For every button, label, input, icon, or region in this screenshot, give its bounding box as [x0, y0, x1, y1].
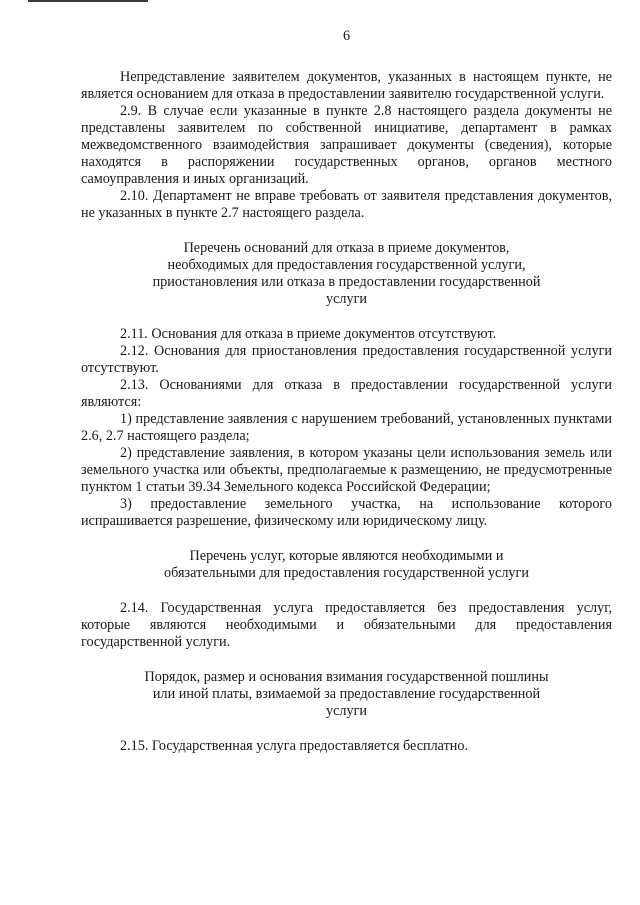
top-edge-line — [28, 0, 148, 2]
document-page — [81, 28, 612, 755]
paragraph-2-11: 2.11. Основания для отказа в приеме документов отсутствуют. — [120, 326, 497, 342]
section-heading-refusal-grounds — [81, 240, 612, 308]
list-item-1: 1) представление заявления с нарушением требований, установленных пунктами 2.6, 2.7 настоящего раздела; — [81, 411, 612, 444]
paragraph-non-submission: Непредставление заявителем документов, указанных в настоящем пункте, не является основанием для отказа в предоставлении заявителю государственной услуги. — [81, 69, 612, 102]
section-heading-fee — [81, 669, 612, 720]
list-item-3: 3) предоставление земельного участка, на использование которого испрашивается разрешение, физическому или юридическому лицу. — [81, 496, 612, 529]
paragraph-2-9: 2.9. В случае если указанные в пункте 2.8 настоящего раздела документы не представлены заявителем по собственной инициативе, департамент в рамках межведомственного взаимодействия запрашивает документы (сведения), которые находятся в распоряжении государственных органов, органов местного самоуправления и иных организаций. — [81, 103, 612, 187]
heading-line: услуги — [326, 703, 367, 719]
heading-line: Перечень услуг, которые являются необходимыми и — [189, 548, 504, 564]
heading-line: обязательными для предоставления государственной услуги — [164, 565, 529, 581]
section-heading-required-services — [81, 548, 612, 582]
page-number: 6 — [342, 28, 351, 44]
paragraph-2-15: 2.15. Государственная услуга предоставляется бесплатно. — [120, 738, 469, 754]
paragraph-2-14: 2.14. Государственная услуга предоставляется без предоставления услуг, которые являются необходимыми и обязательными для предоставления государственной услуги. — [81, 600, 612, 650]
heading-line: приостановления или отказа в предоставлении государственной — [152, 274, 541, 290]
paragraph-2-12: 2.12. Основания для приостановления предоставления государственной услуги отсутствуют. — [81, 343, 612, 376]
heading-line: Перечень оснований для отказа в приеме документов, — [183, 240, 510, 256]
heading-line: Порядок, размер и основания взимания государственной пошлины — [144, 669, 549, 685]
list-item-2: 2) представление заявления, в котором указаны цели использования земель или земельного участка или объекты, предполагаемые к размещению, не предусмотренные пунктом 1 статьи 39.34 Земельного кодекса Российской Федерации; — [81, 445, 612, 495]
paragraph-2-10: 2.10. Департамент не вправе требовать от заявителя представления документов, не указанных в пункте 2.7 настоящего раздела. — [81, 188, 612, 221]
paragraph-2-13: 2.13. Основаниями для отказа в предоставлении государственной услуги являются: — [81, 377, 612, 410]
heading-line: или иной платы, взимаемой за предоставление государственной — [152, 686, 541, 702]
heading-line: услуги — [326, 291, 367, 307]
heading-line: необходимых для предоставления государственной услуги, — [167, 257, 526, 273]
